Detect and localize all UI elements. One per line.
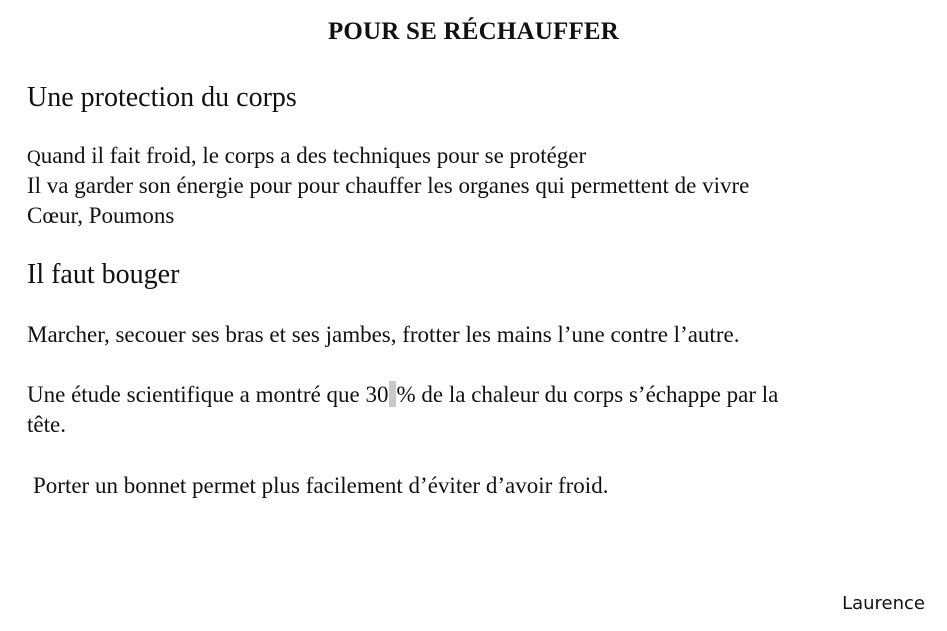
paragraph-bonnet: Porter un bonnet permet plus facilement d’éviter d’avoir froid. <box>33 473 609 498</box>
paragraph-line-2: Il va garder son énergie pour pour chauffer les organes qui permettent de vivre <box>27 173 750 198</box>
paragraph-line-3: Cœur, Poumons <box>27 203 175 228</box>
paragraph-marcher: Marcher, secouer ses bras et ses jambes, frotter les mains l’une contre l’autre. <box>27 322 740 347</box>
paragraph-initial: Q <box>27 147 41 168</box>
paragraph-line-1 <box>27 141 586 173</box>
paragraph-etude-line-2: tête. <box>27 412 66 437</box>
paragraph-etude-after-caret: % de la chaleur du corps s’échappe par la <box>396 382 779 407</box>
paragraph-etude-line-1[interactable] <box>27 380 778 410</box>
text-cursor <box>389 381 396 407</box>
author-signature: Laurence <box>842 593 925 614</box>
paragraph-etude-before-caret: Une étude scientifique a montré que 30 <box>27 382 389 407</box>
section-heading-protection: Une protection du corps <box>27 82 297 113</box>
paragraph-line-1-text: uand il fait froid, le corps a des techniques pour se protéger <box>40 143 587 168</box>
section-heading-bouger: Il faut bouger <box>27 259 180 290</box>
page-title: POUR SE RÉCHAUFFER <box>327 18 620 45</box>
